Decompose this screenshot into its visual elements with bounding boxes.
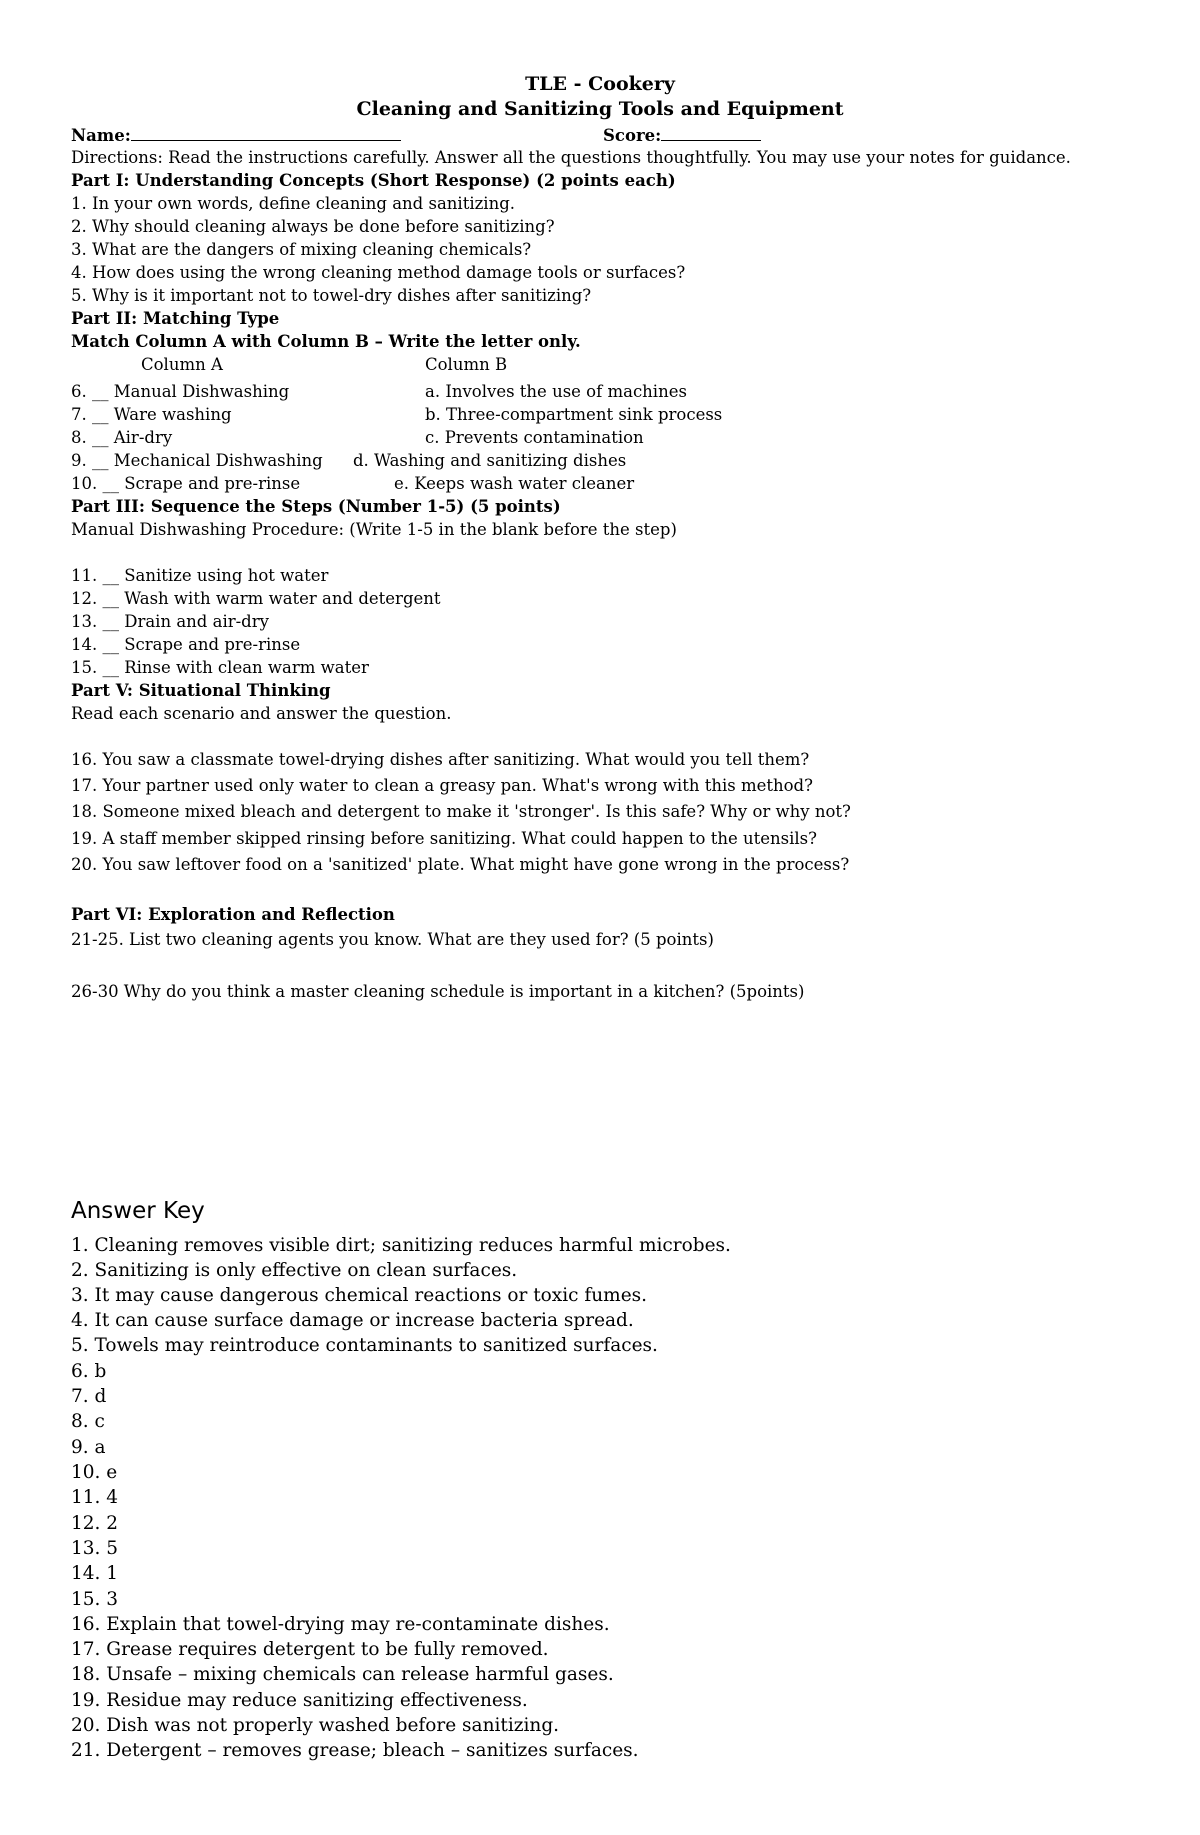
scenario-item: 16. You saw a classmate towel-drying dishes after sanitizing. What would you tell them?: [71, 750, 810, 769]
worksheet-title: Cleaning and Sanitizing Tools and Equipment: [356, 98, 844, 120]
sequence-item: 13. __ Drain and air-dry: [71, 612, 269, 631]
part2-heading: Part II: Matching Type: [71, 309, 280, 328]
part3-heading: Part III: Sequence the Steps (Number 1-5) (5 points): [71, 497, 561, 516]
matching-choice: b. Three-compartment sink process: [425, 405, 723, 424]
matching-item: 6. __ Manual Dishwashing: [71, 382, 290, 401]
score-row: [603, 123, 761, 147]
part1-item: 4. How does using the wrong cleaning method damage tools or surfaces?: [71, 263, 686, 282]
answer-item: 2. Sanitizing is only effective on clean surfaces.: [71, 1260, 518, 1281]
scenario-item: 20. You saw leftover food on a 'sanitized' plate. What might have gone wrong in the process?: [71, 855, 850, 874]
matching-choice: c. Prevents contamination: [425, 428, 644, 447]
answer-item: 20. Dish was not properly washed before sanitizing.: [71, 1715, 560, 1736]
part5-instruction: Read each scenario and answer the question.: [71, 704, 452, 723]
part1-item: 3. What are the dangers of mixing cleaning chemicals?: [71, 240, 532, 259]
sequence-item: 14. __ Scrape and pre-rinse: [71, 635, 301, 654]
reflection-item: 26-30 Why do you think a master cleaning schedule is important in a kitchen? (5points): [71, 982, 805, 1001]
answer-item: 8. c: [71, 1411, 105, 1432]
matching-choice: a. Involves the use of machines: [425, 382, 687, 401]
directions-text: Directions: Read the instructions carefully. Answer all the questions thoughtfully. You may use your notes for guidance.: [71, 148, 1071, 167]
part1-heading: Part I: Understanding Concepts (Short Response) (2 points each): [71, 171, 676, 190]
scenario-item: 17. Your partner used only water to clean a greasy pan. What's wrong with this method?: [71, 776, 813, 795]
matching-choice: e. Keeps wash water cleaner: [394, 474, 635, 493]
part1-item: 2. Why should cleaning always be done before sanitizing?: [71, 217, 555, 236]
answer-item: 17. Grease requires detergent to be fully removed.: [71, 1639, 549, 1660]
answer-item: 3. It may cause dangerous chemical reactions or toxic fumes.: [71, 1285, 648, 1306]
matching-item: 9. __ Mechanical Dishwashing: [71, 451, 323, 470]
answer-item: 11. 4: [71, 1487, 119, 1508]
name-label: Name:: [71, 126, 131, 145]
part2-instruction: Match Column A with Column B – Write the letter only.: [71, 332, 581, 351]
answer-item: 19. Residue may reduce sanitizing effectiveness.: [71, 1690, 528, 1711]
matching-item: 8. __ Air-dry: [71, 428, 173, 447]
answer-item: 9. a: [71, 1437, 106, 1458]
column-a-header: Column A: [141, 355, 223, 374]
part1-item: 1. In your own words, define cleaning and sanitizing.: [71, 194, 516, 213]
part5-heading: Part V: Situational Thinking: [71, 681, 331, 700]
scenario-item: 19. A staff member skipped rinsing before sanitizing. What could happen to the utensils?: [71, 829, 817, 848]
name-blank: [131, 123, 401, 141]
answer-key-heading: Answer Key: [71, 1198, 205, 1224]
sequence-item: 12. __ Wash with warm water and detergent: [71, 589, 441, 608]
answer-item: 7. d: [71, 1386, 107, 1407]
sequence-item: 15. __ Rinse with clean warm water: [71, 658, 369, 677]
answer-item: 21. Detergent – removes grease; bleach – sanitizes surfaces.: [71, 1740, 639, 1761]
score-blank: [661, 123, 761, 141]
name-row: [71, 123, 401, 147]
matching-item: 10. __ Scrape and pre-rinse: [71, 474, 301, 493]
part1-item: 5. Why is it important not to towel-dry dishes after sanitizing?: [71, 286, 592, 305]
answer-item: 4. It can cause surface damage or increase bacteria spread.: [71, 1310, 634, 1331]
matching-choice: d. Washing and sanitizing dishes: [353, 451, 627, 470]
answer-item: 10. e: [71, 1462, 118, 1483]
part3-instruction: Manual Dishwashing Procedure: (Write 1-5 in the blank before the step): [71, 520, 677, 539]
score-label: Score:: [603, 126, 662, 145]
scenario-item: 18. Someone mixed bleach and detergent to make it 'stronger'. Is this safe? Why or why not?: [71, 802, 851, 821]
answer-item: 16. Explain that towel-drying may re-contaminate dishes.: [71, 1614, 610, 1635]
reflection-item: 21-25. List two cleaning agents you know. What are they used for? (5 points): [71, 930, 714, 949]
part6-heading: Part VI: Exploration and Reflection: [71, 905, 395, 924]
subject-heading: TLE - Cookery: [525, 73, 675, 95]
answer-item: 12. 2: [71, 1513, 119, 1534]
answer-item: 15. 3: [71, 1589, 119, 1610]
answer-item: 1. Cleaning removes visible dirt; sanitizing reduces harmful microbes.: [71, 1235, 731, 1256]
answer-item: 5. Towels may reintroduce contaminants to sanitized surfaces.: [71, 1335, 658, 1356]
answer-item: 14. 1: [71, 1563, 119, 1584]
answer-item: 18. Unsafe – mixing chemicals can release harmful gases.: [71, 1664, 614, 1685]
sequence-item: 11. __ Sanitize using hot water: [71, 566, 329, 585]
column-b-header: Column B: [425, 355, 508, 374]
answer-item: 13. 5: [71, 1538, 119, 1559]
answer-item: 6. b: [71, 1361, 107, 1382]
matching-item: 7. __ Ware washing: [71, 405, 232, 424]
